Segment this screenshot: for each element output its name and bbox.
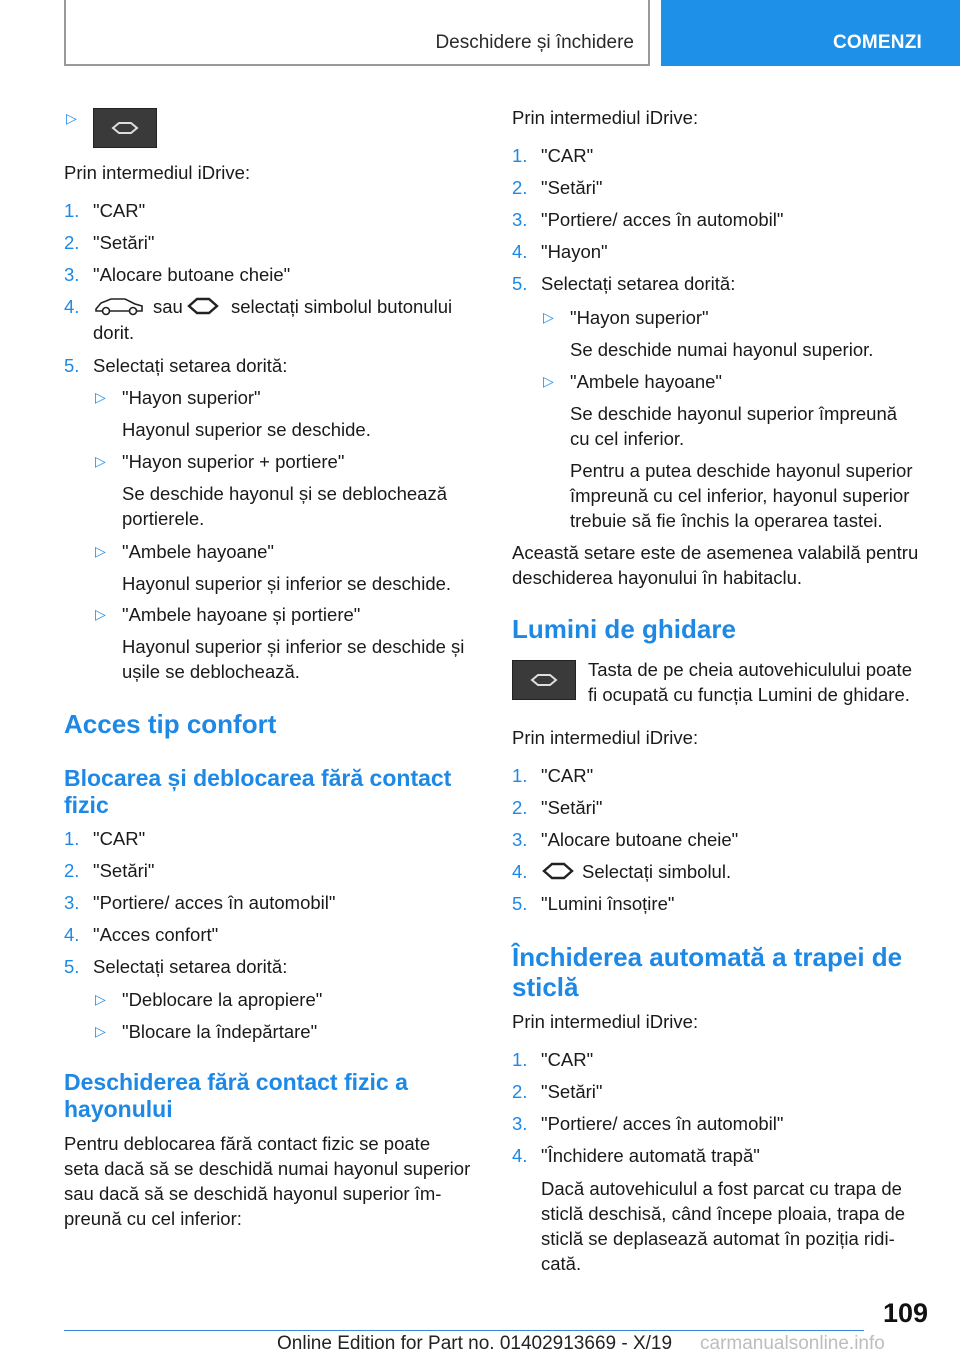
lumini-text: Tasta de pe cheia autovehiculului poate	[588, 659, 912, 680]
bullet-triangle-icon: ▷	[95, 1023, 106, 1039]
key-symbol-icon	[541, 861, 575, 881]
key-button-icon	[512, 660, 576, 700]
right-para: Această setare este de asemenea valabilă pentru	[512, 542, 919, 563]
left-step-2: "Setări"	[93, 232, 155, 253]
step-number: 2.	[64, 232, 80, 253]
right-step: "Hayon"	[541, 241, 608, 262]
right-option-desc: cu cel inferior.	[570, 428, 685, 449]
step-number: 1.	[512, 1049, 528, 1070]
trapa-step: "Setări"	[541, 1081, 603, 1102]
step-number: 1.	[64, 828, 80, 849]
step-number: 3.	[64, 892, 80, 913]
right-intro-2: Prin intermediul iDrive:	[512, 727, 699, 748]
option-desc: Hayonul superior și inferior se deschide și	[122, 636, 465, 657]
heading-trapa: Închiderea automată a trapei de	[512, 942, 903, 972]
blocare-step: "CAR"	[93, 828, 146, 849]
right-option-desc: Se deschide numai hayonul superior.	[570, 339, 874, 360]
heading-deschidere-cont: hayonului	[64, 1096, 173, 1122]
bullet-triangle-icon: ▷	[95, 991, 106, 1007]
trapa-desc: sticlă deschisă, când începe ploaia, trapa de	[541, 1203, 906, 1224]
key-button-icon	[93, 108, 157, 148]
bullet-triangle-icon: ▷	[95, 389, 106, 405]
right-step: "Portiere/ acces în automobil"	[541, 209, 784, 230]
deschidere-para: preună cu cel inferior:	[64, 1208, 242, 1229]
right-intro: Prin intermediul iDrive:	[512, 107, 699, 128]
header-section-box	[64, 0, 650, 66]
right-option-title: "Hayon superior"	[570, 307, 709, 328]
option-desc: Hayonul superior se deschide.	[122, 419, 371, 440]
step-number: 1.	[512, 145, 528, 166]
blocare-step: "Acces confort"	[93, 924, 219, 945]
step-number: 3.	[512, 209, 528, 230]
heading-deschidere: Deschiderea fără contact fizic a	[64, 1069, 408, 1095]
option-title: "Ambele hayoane"	[122, 541, 274, 562]
lumini-step: Selectați simbolul.	[582, 861, 732, 882]
lumini-step: "Alocare butoane cheie"	[541, 829, 739, 850]
right-step: "CAR"	[541, 145, 594, 166]
right-option-note: Pentru a putea deschide hayonul superior	[570, 460, 913, 481]
blocare-step: Selectați setarea dorită:	[93, 956, 288, 977]
bullet-triangle-icon: ▷	[95, 543, 106, 559]
right-intro-3: Prin intermediul iDrive:	[512, 1011, 699, 1032]
option-title: "Hayon superior"	[122, 387, 261, 408]
car-icon	[93, 294, 145, 318]
trapa-desc: cată.	[541, 1253, 582, 1274]
heading-blocare-cont: fizic	[64, 792, 109, 818]
blocare-step: "Portiere/ acces în automobil"	[93, 892, 336, 913]
option-desc: Se deschide hayonul și se deblochează	[122, 483, 448, 504]
header-tab-comenzi[interactable]	[661, 0, 960, 66]
page-number: 109	[882, 1298, 928, 1328]
right-option-note: împreună cu cel inferior, hayonul superior	[570, 485, 910, 506]
heading-blocare: Blocarea și deblocarea fără contact	[64, 765, 452, 791]
trapa-step: "Portiere/ acces în automobil"	[541, 1113, 784, 1134]
right-option-note: trebuie să fie închis la operarea tastei.	[570, 510, 883, 531]
step-number: 3.	[512, 1113, 528, 1134]
header-tab-label: COMENZI	[833, 32, 923, 53]
left-step-1: "CAR"	[93, 200, 146, 221]
step-number: 2.	[512, 177, 528, 198]
step-number: 5.	[64, 956, 80, 977]
heading-acces-confort: Acces tip confort	[64, 709, 277, 739]
right-step: Selectați setarea dorită:	[541, 273, 736, 294]
footer-divider	[64, 1330, 864, 1331]
lumini-text: fi ocupată cu funcția Lumini de ghidare.	[588, 684, 910, 705]
step-number: 5.	[512, 273, 528, 294]
step-number: 4.	[64, 296, 80, 317]
left-step-4-text: selectați simbolul butonului	[231, 296, 453, 317]
step-number: 5.	[512, 893, 528, 914]
step-number: 4.	[512, 241, 528, 262]
lumini-step: "Setări"	[541, 797, 603, 818]
step-number: 2.	[512, 1081, 528, 1102]
step-number: 4.	[512, 1145, 528, 1166]
bullet-triangle-icon: ▷	[66, 110, 77, 126]
heading-trapa-cont: sticlă	[512, 972, 579, 1002]
right-option-title: "Ambele hayoane"	[570, 371, 722, 392]
option-desc: portierele.	[122, 508, 205, 529]
right-para: deschiderea hayonului în habitaclu.	[512, 567, 803, 588]
step-number: 5.	[64, 355, 80, 376]
option-title: "Hayon superior + portiere"	[122, 451, 345, 472]
option-desc: Hayonul superior și inferior se deschide.	[122, 573, 452, 594]
right-option-desc: Se deschide hayonul superior împreună	[570, 403, 898, 424]
watermark: carmanualsonline.info	[700, 1333, 885, 1354]
trapa-desc: Dacă autovehiculul a fost parcat cu trapa de	[541, 1178, 902, 1199]
option-desc: ușile se deblochează.	[122, 661, 300, 682]
deschidere-para: sau dacă să se deschidă hayonul superior îm-	[64, 1183, 442, 1204]
left-step-3: "Alocare butoane cheie"	[93, 264, 291, 285]
step-number: 2.	[64, 860, 80, 881]
trapa-step: "Închidere automată trapă"	[541, 1145, 760, 1166]
step-number: 3.	[64, 264, 80, 285]
step-number: 4.	[512, 861, 528, 882]
bullet-triangle-icon: ▷	[543, 309, 554, 325]
option-title: "Ambele hayoane și portiere"	[122, 604, 361, 625]
blocare-option: "Blocare la îndepărtare"	[122, 1021, 318, 1042]
heading-lumini: Lumini de ghidare	[512, 614, 736, 644]
left-step-4-sau: sau	[153, 296, 183, 317]
blocare-step: "Setări"	[93, 860, 155, 881]
blocare-option: "Deblocare la apropiere"	[122, 989, 323, 1010]
left-step-4-cont: dorit.	[93, 322, 135, 343]
lumini-step: "CAR"	[541, 765, 594, 786]
bullet-triangle-icon: ▷	[95, 606, 106, 622]
step-number: 2.	[512, 797, 528, 818]
left-intro: Prin intermediul iDrive:	[64, 162, 251, 183]
bullet-triangle-icon: ▷	[95, 453, 106, 469]
step-number: 1.	[512, 765, 528, 786]
lumini-step: "Lumini însoțire"	[541, 893, 675, 914]
step-number: 4.	[64, 924, 80, 945]
step-number: 1.	[64, 200, 80, 221]
trapa-desc: sticlă se deplasează automat în poziția ridi-	[541, 1228, 895, 1249]
right-step: "Setări"	[541, 177, 603, 198]
left-step-5: Selectați setarea dorită:	[93, 355, 288, 376]
deschidere-para: seta dacă să se deschidă numai hayonul superior	[64, 1158, 471, 1179]
header-section-title: Deschidere și închidere	[435, 32, 634, 53]
trapa-step: "CAR"	[541, 1049, 594, 1070]
deschidere-para: Pentru deblocarea fără contact fizic se poate	[64, 1133, 431, 1154]
key-symbol-icon	[186, 296, 220, 316]
bullet-triangle-icon: ▷	[543, 373, 554, 389]
step-number: 3.	[512, 829, 528, 850]
footer-edition: Online Edition for Part no. 01402913669 - X/19	[277, 1333, 673, 1354]
